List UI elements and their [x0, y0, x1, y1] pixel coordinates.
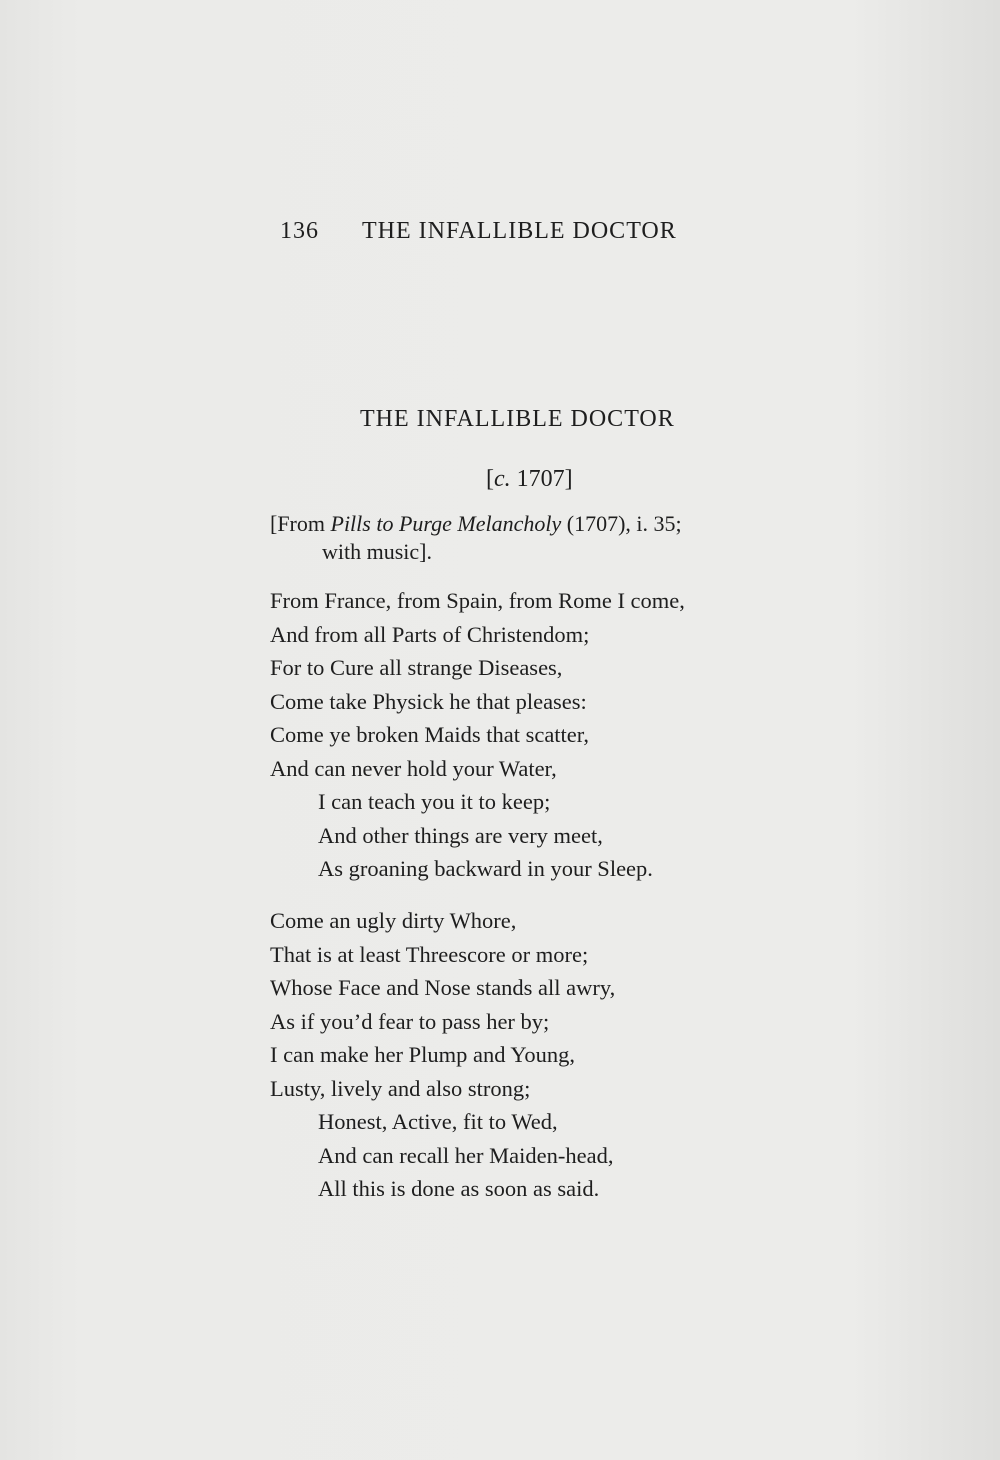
source-from: [From: [270, 511, 331, 536]
verse-line-indented: All this is done as soon as said.: [318, 1176, 600, 1201]
poem-date: [486, 466, 573, 493]
running-head-title: THE INFALLIBLE DOCTOR: [362, 218, 677, 244]
verse-line: I can make her Plump and Young,: [270, 1042, 575, 1067]
source-work-title: Pills to Purge Melancholy: [330, 511, 562, 536]
verse-line: Lusty, lively and also strong;: [270, 1075, 531, 1101]
verse-line: For to Cure all strange Diseases,: [270, 655, 563, 680]
verse-line: Come take Physick he that pleases:: [270, 688, 587, 714]
verse-line-indented: And other things are very meet,: [318, 822, 603, 848]
date-circa: c.: [494, 466, 511, 492]
running-head: [280, 218, 740, 245]
page-number: 136: [280, 218, 319, 244]
verse-line: Come ye broken Maids that scatter,: [270, 722, 590, 747]
source-note-line-2: with music].: [322, 539, 432, 564]
stanza-2: [270, 904, 810, 1206]
verse-line: Come an ugly dirty Whore,: [270, 908, 517, 933]
source-note: [270, 510, 800, 566]
verse-line: As if you’d fear to pass her by;: [270, 1008, 550, 1034]
verse-line-indented: I can teach you it to keep;: [318, 789, 551, 814]
verse-line: From France, from Spain, from Rome I come,: [270, 588, 685, 613]
verse-line-indented: Honest, Active, fit to Wed,: [318, 1109, 558, 1134]
verse-line: And can never hold your Water,: [270, 755, 557, 781]
source-details: (1707), i. 35;: [561, 511, 682, 536]
date-bracket: [: [486, 466, 494, 492]
poem-title: THE INFALLIBLE DOCTOR: [360, 406, 675, 432]
verse-line: That is at least Threescore or more;: [270, 941, 589, 967]
verse-line-indented: And can recall her Maiden-head,: [318, 1142, 614, 1168]
verse-line-indented: As groaning backward in your Sleep.: [318, 856, 653, 881]
verse-line: And from all Parts of Christendom;: [270, 621, 590, 647]
date-year: 1707]: [516, 466, 573, 492]
verse-line: Whose Face and Nose stands all awry,: [270, 975, 616, 1000]
stanza-1: [270, 584, 810, 886]
source-note-line-1: [270, 510, 800, 538]
